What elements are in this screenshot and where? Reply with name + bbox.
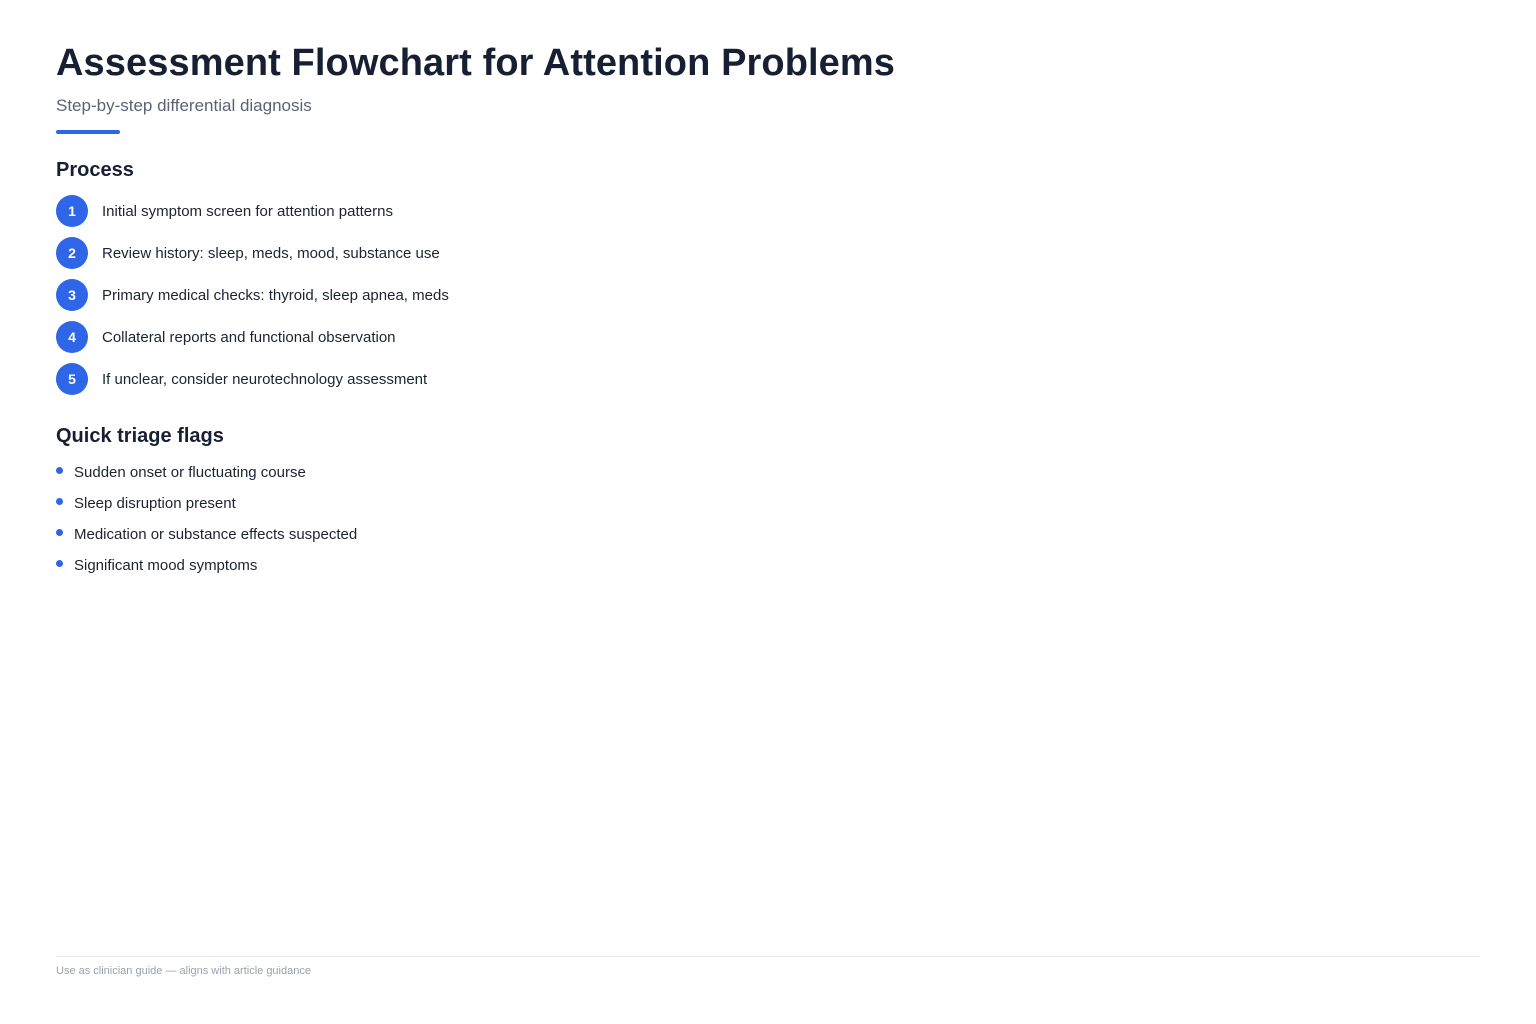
step-text: Initial symptom screen for attention patterns xyxy=(102,202,393,220)
triage-flag xyxy=(56,491,357,515)
title-accent-rule xyxy=(56,130,120,134)
triage-flag xyxy=(56,460,357,484)
triage-flags-heading: Quick triage flags xyxy=(56,425,224,447)
process-steps xyxy=(56,195,449,405)
step-text: Collateral reports and functional observation xyxy=(102,328,396,346)
page-title: Assessment Flowchart for Attention Problems xyxy=(56,42,896,84)
bullet-dot-icon xyxy=(56,529,63,536)
process-heading: Process xyxy=(56,159,134,181)
step-number-badge: 3 xyxy=(56,279,88,311)
triage-flags-list xyxy=(56,460,357,584)
bullet-dot-icon xyxy=(56,498,63,505)
step-number-badge: 1 xyxy=(56,195,88,227)
step-text: If unclear, consider neurotechnology assessment xyxy=(102,370,428,388)
triage-flag-text: Sleep disruption present xyxy=(74,494,236,512)
step-number-badge: 4 xyxy=(56,321,88,353)
process-step-3 xyxy=(56,279,449,311)
footer-note: Use as clinician guide — aligns with article guidance xyxy=(56,965,311,977)
step-number-badge: 2 xyxy=(56,237,88,269)
process-step-1 xyxy=(56,195,449,227)
triage-flag xyxy=(56,553,357,577)
bullet-dot-icon xyxy=(56,560,63,567)
triage-flag-text: Medication or substance effects suspected xyxy=(74,525,358,543)
footer-divider xyxy=(56,956,1480,957)
step-text: Primary medical checks: thyroid, sleep apnea, meds xyxy=(102,286,449,304)
page-subtitle: Step-by-step differential diagnosis xyxy=(56,96,312,115)
bullet-dot-icon xyxy=(56,467,63,474)
process-step-5 xyxy=(56,363,449,395)
triage-flag-text: Sudden onset or fluctuating course xyxy=(74,463,306,481)
step-text: Review history: sleep, meds, mood, substance use xyxy=(102,244,440,262)
step-number-badge: 5 xyxy=(56,363,88,395)
triage-flag-text: Significant mood symptoms xyxy=(74,556,258,574)
process-step-4 xyxy=(56,321,449,353)
process-step-2 xyxy=(56,237,449,269)
triage-flag xyxy=(56,522,357,546)
